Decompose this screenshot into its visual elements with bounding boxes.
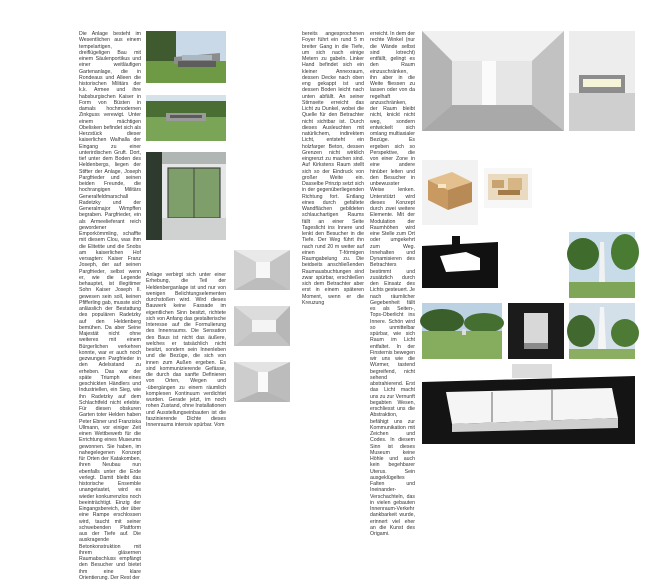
photo-obelisk-detail [569, 303, 635, 359]
photo-park-landscape [422, 303, 502, 359]
photo-glass-interior [146, 152, 226, 240]
text-column-1: Die Anlage besteht im Wesentlichen aus einem tempelartigen, dreiflügeligen Bau mit einem Säulenportikus und einer weitläufigen Gartenanlage, die in Rondeaus und Alleen die historischen Militärs der k.k. Armee und ihre habsburgischen Kaiser in Form von Büsten in damals hochmodernen Zinkguss verewigt. Unter einem mächtigen Obelisken befindet sich als Herzstück dieser kaiserlichen Walhalla der Eingang zu einer unterirdischen Gruft. Dort, tief unter dem Boden des Heldenbergs, liegen der Stifter der Anlage, Joseph Pargfrieder und seinen beiden Freunde, die hochrangigen Militärs Generalfeldmarschall Radetzky und der Generalmajor Wimpffen begraben. Pargfrieder, ein als Armeelieferant reich gewordener Emporkömmling, schaffte mit diesem Clou, was ihm die Elitetite und die Snobs am kaiserlichen Hof versagten: Kaiser Franz Joseph, der auf seinen Pargfrieder, selbst wenn er, wie die Legende behauptet, ist illegitimer Sohn Kaiser Joseph II. gewesen sein soll, keinen Pfifferling gab, musste sich anlässlich der Bestattung des populären Radetzky auf den Heldenberg bemühen. Da aber Seine Majestät nicht ohne weiteres mit einem Bürgerlichen verkehren konnte, war er auch noch gezwungen Pargfrieder in den Adelsstand zu erheben. Das war der späte Triumph eines geschickten Händlers und Industriellen, ein Sieg, wie ihn Radetzky auf dem Schlachtfeld nicht erlebte. Für diesen obskuren Garten toter Helden haben Peter Ebner und Franziska Ullmann, vor einiger Zeit einen Wettbewerb für die Errichtung eines Museums gewonnen. Sie haben, im nahegelegenen Konzept für Orten der Katakomben, ihren Neubau nun ebenfalls unter die Erde verlegt. Damit bleibt das historische Ensemble unangetastet, wird es wieder konkurrenzlos noch beeinträchtigt. Einzig der Eingangsbereich, der über eine Rampe erschlossen wird, taucht mit seiner schwebenden Plattform aus der Tiefe auf. Die auskragende Betonkonstruktion mit ihrem gläsernen Raumabschluss empfängt den Besucher und bietet ihm eine klare Orientierung. Der Rest der [79, 31, 141, 581]
text-column-2: Anlage verbirgt sich unter einer Erhebung, die Teil der Heldenberganlage ist und nur von wenigen Belichtungselementen durchstoßen wird. Wird dieses Bauwerk keine Fassade im eigentlichen Sinn besitzt, richtete sich von Anfang das gestalterische Interesse auf die Formulierung des Innenraums. Die Sensation des Baus ist nicht das äußere, welches er tatsächlich nicht besitzt, sondern sein Innenleben und die Bezüge, die sich von innen zum Außen ergeben. Es sind kommunizierende Gefässe, die durch das sanfte Definieren von Orten, Wegen und -übergängen zu einem räumlich komplexen Kontinuum verdichtet wurden. Gerade jetzt, im noch rohen Zustand, ohne Installationen und Ausstellungseinbauten ist die faszinierende Dichte dieses Innenraums intensiv spürbar. Vom [146, 272, 226, 428]
photo-architectural-model [422, 160, 478, 225]
drawing-section-black [422, 228, 498, 288]
photo-interior-corridor-3 [234, 362, 290, 402]
photo-building-landscape [146, 95, 226, 141]
photo-obelisk-trees [569, 232, 635, 298]
photo-interior-dark [508, 303, 564, 359]
photo-interior-corridor-2 [234, 306, 290, 346]
photo-site-model [484, 168, 532, 208]
text-column-4: erreicht. In dem der rechte Winkel (nur die Wände selbst sind lotrecht) entfällt, gelingt es den Raum einzuschränken, ihn aber in die Weite fliessen zu lassen oder von da regelhaft anzuschränken, der Raum bleibt nicht, knickt nicht weg, sondern entwickelt sich omlang multiaxialer Bezüge. Es ergeben sich so Perspektive, die von einer Zone in eine andere hinüber leiten und den Besucher in unbewusster Weise lenken. Unterstützt wird dieses Konzept durch zwei weitere Elemente. Mit der Modulation der Raumhöhen wird eine Stelle zum Ort oder umgekehrt zum Weg. Innehalten und Dynamisieren des Betrachters bestimmt und zusätzlich durch den Einsatz des Lichts gesteuert. Je nach räumlicher Gegebenheit fällt es als Seiten-, Tops-Oberlicht ins Innere. Schön wird so unmittelbar spürbar, wie sich Raum im Licht entfaltet. In der Finsternis bewegen wir uns wie die Würmer, tastend begreifend, nicht sehend abstrahierend. Erst das Licht macht uns zu zur Vernunft begabten Wesen, erschliesst uns die Abstraktion, befähigt uns zur Kommunikation mit Zeichen und Codes. In diesem Sinn ist dieses Museum keine Höhle und auch kein begehbarer Uterus. Sein ausgeklügeltes Falten und Ineinander-Verschachteln, das in vielen gebauten Innenraum-Verkehr dankbarkeit wurde, erinnert viel eher an die Kunst des Origami. [370, 31, 415, 537]
drawing-perspective-section [422, 362, 635, 444]
photo-entrance-night [569, 31, 635, 131]
text-column-3: bereits angesprochenen Foyer führt ein rund 5 m breiter Gang in die Tiefe, um sich nach einige Metern zu gabeln. Linker Hand befindet sich ein kleiner Annexraum, dessen Decke nach oben eng gekappt ist und dessen Boden leicht nach unten abfällt. An seiner Stirnseite erreicht das Licht zu Dunkel, wobei die Quelle für den Betrachter nicht sichtbar ist. Durch dieses Ausleuchten mit natürlichem, indirektem Licht, entsteht ein holzfarger Beton, dessen Grenzen nicht wirklich eingrenzt zu machen sind. Auf Kirkstens Raum stellt sich so der Eindruck von großer Weite ein. Dasselbe Prinzip setzt sich in der gegenüberliegenden Richtung fort. Entlang eines durch gefaltete Wandflächen gebildeten schlauchartigen Raums fällt an einer Seite Tageslicht ins Innere und lenkt den Besucher in die Tiefe. Der Weg führt ihn nach rund 20 m weiter auf einen T-förmigen Raumgabelung zu. Die beidseits anschließenden Raumausbuchtungen sind zwar spürbar, erschließen sich dem Betrachter aber erst in einem späteren Moment, wenn er die Kreuzung [302, 31, 364, 306]
photo-interior-corridor-1 [234, 250, 290, 290]
photo-interior-hall-large [422, 31, 564, 131]
photo-exterior-entrance [146, 31, 226, 83]
